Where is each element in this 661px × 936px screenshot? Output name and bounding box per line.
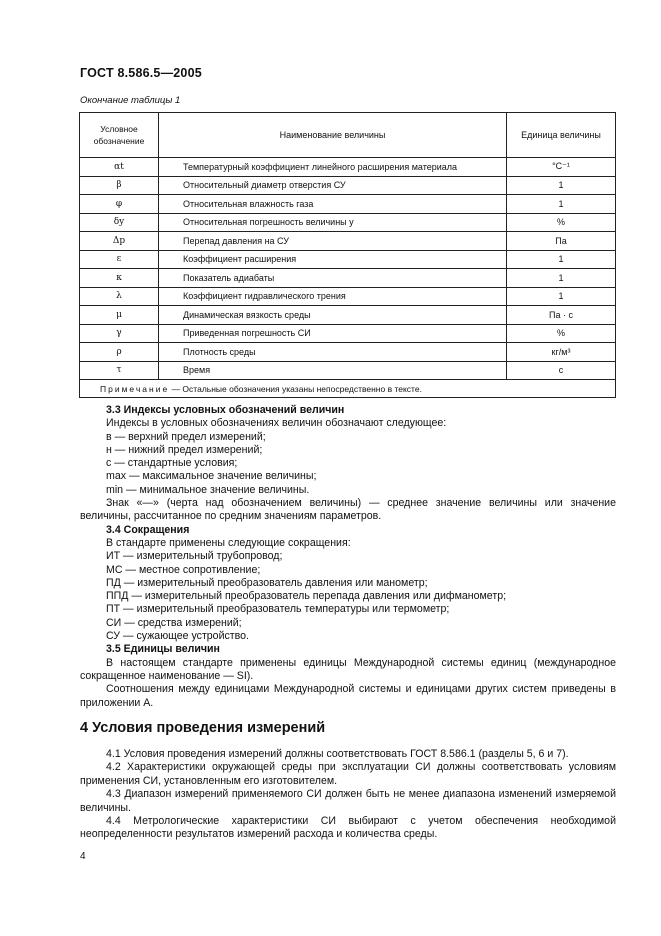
table-row [80,287,616,306]
row-unit: кг/м³ [507,343,616,362]
row-unit: с [507,361,616,380]
list-item: МС — местное сопротивление; [106,563,261,576]
row-name: Коэффициент расширения [159,250,507,269]
row-symbol: δy [80,213,159,232]
table-row [80,250,616,269]
table-note-row [80,380,616,398]
row-name: Динамическая вязкость среды [159,306,507,325]
list-item: в — верхний предел измерений; [106,430,266,443]
row-unit: 1 [507,250,616,269]
table-row [80,158,616,177]
section-3-4-list [80,550,616,643]
row-name: Приведенная погрешность СИ [159,324,507,343]
section-3-3-title: 3.3 Индексы условных обозначений величин [106,404,345,416]
row-name: Перепад давления на СУ [159,232,507,251]
section-3-4-intro: В стандарте применены следующие сокращения: [106,536,351,549]
list-item: ПД — измерительный преобразователь давления или манометр; [106,576,428,589]
standard-header: ГОСТ 8.586.5—2005 [80,66,202,80]
section-4-2: 4.2 Характеристики окружающей среды при эксплуатации СИ должны соответствовать условиям применения СИ, установленным его изготовителем. [80,761,616,787]
row-symbol: Δp [80,232,159,251]
row-symbol: φ [80,195,159,214]
row-name: Плотность среды [159,343,507,362]
row-symbol: γ [80,324,159,343]
list-item: с — стандартные условия; [106,457,238,470]
list-item: СИ — средства измерений; [106,616,242,629]
list-item: ИТ — измерительный трубопровод; [106,550,283,563]
row-unit: % [507,213,616,232]
row-unit: Па · с [507,306,616,325]
row-name: Время [159,361,507,380]
table-caption: Окончание таблицы 1 [80,95,181,106]
row-unit: 1 [507,195,616,214]
header-symbol: Условное обозначение [80,113,159,158]
row-symbol: λ [80,287,159,306]
section-3-3-sign-note: Знак «—» (черта над обозначением величины) — среднее значение величины или значение величины, рассчитанное по средним значениям параметров. [80,497,616,523]
page-number: 4 [80,851,86,862]
section-4-3: 4.3 Диапазон измерений применяемого СИ должен быть не менее диапазона изменений измеряемой величины. [80,788,616,814]
row-unit: 1 [507,176,616,195]
row-symbol: ρ [80,343,159,362]
header-name: Наименование величины [159,113,507,158]
row-unit: 1 [507,269,616,288]
row-name: Относительный диаметр отверстия СУ [159,176,507,195]
list-item: ПТ — измерительный преобразователь температуры или термометр; [106,603,450,616]
table-note [80,380,616,398]
table-row [80,343,616,362]
row-name: Показатель адиабаты [159,269,507,288]
section-3-5-p2: Соотношения между единицами Международной системы и единицами других систем приведены в приложении А. [80,683,616,709]
row-name: Относительная погрешность величины y [159,213,507,232]
table-row [80,232,616,251]
row-symbol: κ [80,269,159,288]
row-unit: % [507,324,616,343]
section-4-4: 4.4 Метрологические характеристики СИ выбирают с учетом обеспечения необходимой неопределенности результатов измерений расхода и количества среды. [80,815,616,841]
table-row [80,176,616,195]
table-row [80,361,616,380]
list-item: min — минимальное значение величины. [106,483,310,496]
row-symbol: μ [80,306,159,325]
row-name: Температурный коэффициент линейного расширения материала [159,158,507,177]
section-4-1: 4.1 Условия проведения измерений должны соответствовать ГОСТ 8.586.1 (разделы 5, 6 и 7). [106,748,569,760]
table-body [80,158,616,380]
row-symbol: τ [80,361,159,380]
table-row [80,195,616,214]
row-symbol: ε [80,250,159,269]
list-item: max — максимальное значение величины; [106,470,317,483]
list-item: ППД — измерительный преобразователь перепада давления или дифманометр; [106,590,507,603]
section-3-4-title: 3.4 Сокращения [106,523,190,536]
table-row [80,213,616,232]
row-unit: 1 [507,287,616,306]
section-4-body [80,748,616,842]
table-header-row [80,113,616,158]
row-name: Относительная влажность газа [159,195,507,214]
note-text: — Остальные обозначения указаны непосредственно в тексте. [169,383,422,394]
table-row [80,269,616,288]
row-name: Коэффициент гидравлического трения [159,287,507,306]
section-3-3-list [80,431,616,497]
symbols-table [79,112,616,398]
sections-3-3-to-3-5 [80,404,616,710]
row-unit: Па [507,232,616,251]
list-item: СУ — сужающее устройство. [106,630,249,643]
section-3-5-p1: В настоящем стандарте применены единицы Международной системы единиц (международное сокращенное наименование — SI). [80,656,616,682]
list-item: н — нижний предел измерений; [106,443,263,456]
section-3-3-intro: Индексы в условных обозначениях величин обозначают следующее: [106,417,447,430]
note-label: Примечание [100,383,170,394]
section-3-5-title: 3.5 Единицы величин [106,643,220,656]
header-unit: Единица величины [507,113,616,158]
row-symbol: αt [80,158,159,177]
table-row [80,324,616,343]
row-symbol: β [80,176,159,195]
row-unit: °С⁻¹ [507,158,616,177]
section-4-title: 4 Условия проведения измерений [80,720,326,736]
table-row [80,306,616,325]
